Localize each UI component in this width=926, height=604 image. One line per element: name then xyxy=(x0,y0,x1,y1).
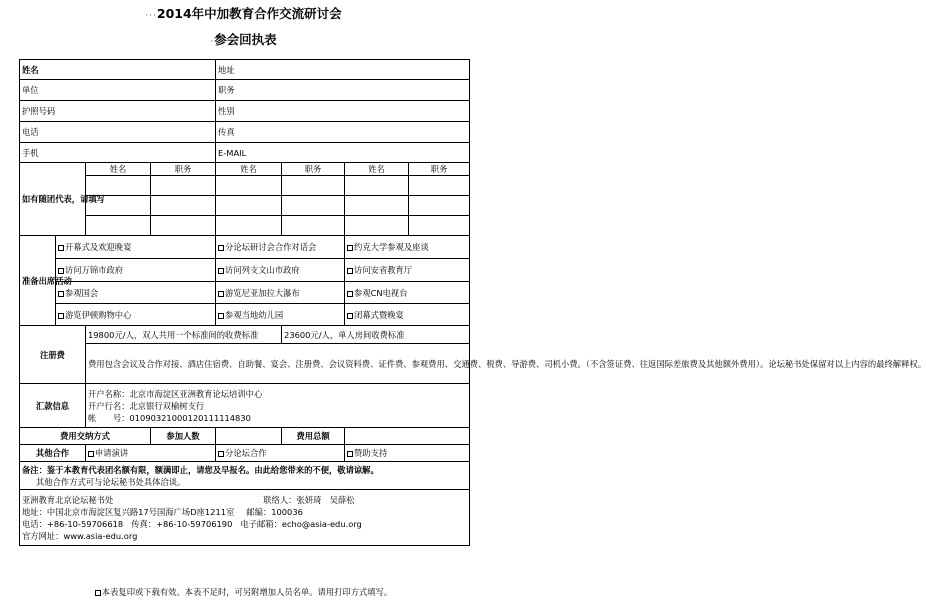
checkbox[interactable] xyxy=(58,245,64,251)
companion-name-header-2: 姓名 xyxy=(216,163,282,176)
companion-cell[interactable] xyxy=(282,176,345,196)
activity-label: 游览伊顿购物中心 xyxy=(65,309,132,320)
companion-position-header-3: 职务 xyxy=(409,163,470,176)
contact-address: 地址：中国北京市海淀区复兴路17号国海广场D座1211室 xyxy=(22,506,235,517)
remarks-row xyxy=(20,462,470,490)
cooperation-option-label: 申请演讲 xyxy=(95,448,129,458)
cooperation-option-label: 分论坛合作 xyxy=(225,448,267,458)
title-dots: ··· xyxy=(145,11,157,21)
contact-line-3 xyxy=(22,518,467,530)
checkbox[interactable] xyxy=(218,268,224,274)
checkbox[interactable] xyxy=(218,313,224,319)
contact-line-2 xyxy=(22,506,467,518)
page-subtitle xyxy=(0,30,487,48)
remit-account-name: 开户名称：北京市海淀区亚洲教育论坛培训中心 xyxy=(88,388,263,399)
companion-cell[interactable] xyxy=(345,176,409,196)
phone-field[interactable]: 电话 xyxy=(20,122,216,143)
cooperation-option[interactable] xyxy=(345,445,470,462)
cooperation-option[interactable] xyxy=(216,445,345,462)
remit-info xyxy=(86,384,470,428)
fee-double-option[interactable]: 19800元/人，双人共用一个标准间的收费标准 xyxy=(86,326,282,344)
fax-field[interactable]: 传真 xyxy=(216,122,470,143)
contact-persons: 联络人：张妍琦 吴薛松 xyxy=(263,494,355,505)
checkbox[interactable] xyxy=(347,245,353,251)
passport-field[interactable]: 护照号码 xyxy=(20,101,216,122)
payment-method-label: 费用交纳方式 xyxy=(20,428,151,445)
footer-checkbox xyxy=(95,590,101,596)
checkbox[interactable] xyxy=(58,291,64,297)
companion-position-header-1: 职务 xyxy=(151,163,216,176)
activity-option[interactable] xyxy=(216,259,345,282)
companion-cell[interactable] xyxy=(151,196,216,216)
secretariat-name: 亚洲教育北京论坛秘书处 xyxy=(22,494,114,505)
page-title-text: 2014年中加教育合作交流研讨会 xyxy=(156,6,342,21)
checkbox[interactable] xyxy=(218,451,224,457)
checkbox[interactable] xyxy=(347,268,353,274)
cooperation-row xyxy=(20,445,470,462)
checkbox[interactable] xyxy=(88,451,94,457)
fee-note: 费用包含会议及合作对接、酒店住宿费、自助餐、宴会、注册费、会议资料费、证件费、参观费用、交通费、税费、导游费、司机小费。（不含签证费、往返国际差旅费及其他额外费用）。论坛秘书处保留对以上内容的最终解释权。 xyxy=(86,344,470,384)
fee-label: 注册费 xyxy=(20,326,86,384)
activity-option[interactable] xyxy=(345,236,470,259)
companion-row xyxy=(20,216,470,236)
activity-option[interactable] xyxy=(56,304,216,326)
gender-field[interactable]: 性别 xyxy=(216,101,470,122)
activity-option[interactable] xyxy=(56,259,216,282)
companion-cell[interactable] xyxy=(345,216,409,236)
activity-option[interactable] xyxy=(216,282,345,304)
activity-label: 访问安省教育厅 xyxy=(354,265,413,275)
activity-option[interactable] xyxy=(216,236,345,259)
total-fee-input[interactable] xyxy=(345,428,470,445)
checkbox[interactable] xyxy=(58,268,64,274)
companion-cell[interactable] xyxy=(216,216,282,236)
activity-option[interactable] xyxy=(56,236,216,259)
checkbox[interactable] xyxy=(58,313,64,319)
subtitle-dot: · xyxy=(210,37,215,47)
companion-cell[interactable] xyxy=(86,176,151,196)
activity-option[interactable] xyxy=(345,304,470,326)
contact-email[interactable]: 电子邮箱：echo@asia-edu.org xyxy=(240,518,362,529)
activity-row xyxy=(20,282,470,304)
companion-cell[interactable] xyxy=(345,196,409,216)
companion-cell[interactable] xyxy=(282,196,345,216)
activity-label: 参观CN电视台 xyxy=(354,287,408,298)
activity-row xyxy=(20,236,470,259)
fee-single-option[interactable]: 23600元/人，单人房间收费标准 xyxy=(282,326,470,344)
fee-row xyxy=(20,326,470,344)
companion-cell[interactable] xyxy=(151,216,216,236)
activity-row xyxy=(20,259,470,282)
checkbox[interactable] xyxy=(347,291,353,297)
contact-line-4 xyxy=(22,530,467,542)
fee-note-row xyxy=(20,344,470,384)
mobile-field[interactable]: 手机 xyxy=(20,143,216,163)
remit-account-no: 帐 号：01090321000120111114830 xyxy=(88,412,251,423)
companion-cell[interactable] xyxy=(216,176,282,196)
remarks xyxy=(20,462,470,490)
participant-count-label: 参加人数 xyxy=(151,428,216,445)
activity-label: 访问列支文山市政府 xyxy=(225,265,300,275)
address-field[interactable]: 地址 xyxy=(216,60,470,80)
activity-label: 参观当地幼儿园 xyxy=(225,309,284,320)
contact-line-1 xyxy=(22,494,467,506)
footer-text: 本表复印或下载有效。本表不足时，可另附增加人员名单。请用打印方式填写。 xyxy=(101,587,393,597)
companion-cell[interactable] xyxy=(409,196,470,216)
activity-label: 参观国会 xyxy=(65,287,99,298)
activity-label: 闭幕式暨晚宴 xyxy=(354,309,404,320)
page-title xyxy=(0,4,487,22)
name-field[interactable]: 姓名 xyxy=(20,60,216,80)
activity-label: 分论坛研讨会合作对话会 xyxy=(225,242,317,252)
checkbox[interactable] xyxy=(347,451,353,457)
contact-block xyxy=(20,490,470,546)
checkbox[interactable] xyxy=(347,313,353,319)
activity-label: 约克大学参观及座谈 xyxy=(354,242,429,252)
companion-name-header-1: 姓名 xyxy=(86,163,151,176)
activity-label: 游览尼亚加拉大瀑布 xyxy=(225,287,300,298)
cooperation-option[interactable] xyxy=(86,445,216,462)
companion-cell[interactable] xyxy=(216,196,282,216)
activity-option[interactable] xyxy=(216,304,345,326)
contact-fax: 传真：+86-10-59706190 xyxy=(131,518,233,529)
contact-website[interactable]: 官方网址：www.asia-edu.org xyxy=(22,530,138,541)
email-field[interactable]: E-MAIL xyxy=(216,143,470,163)
activity-option[interactable] xyxy=(56,282,216,304)
activity-row xyxy=(20,304,470,326)
companion-cell[interactable] xyxy=(151,176,216,196)
companion-cell[interactable] xyxy=(409,176,470,196)
row-passport xyxy=(20,101,470,122)
remarks-line-1: 备注：鉴于本教育代表团名额有限，额满即止，请您及早报名。由此给您带来的不便，敬请谅解。 xyxy=(22,464,379,475)
activity-label: 访问万锦市政府 xyxy=(65,265,124,275)
remit-label: 汇款信息 xyxy=(20,384,86,428)
contact-row xyxy=(20,490,470,546)
checkbox[interactable] xyxy=(218,291,224,297)
position-field[interactable]: 职务 xyxy=(216,80,470,101)
companion-cell[interactable] xyxy=(86,216,151,236)
total-fee-label: 费用总额 xyxy=(282,428,345,445)
row-mobile xyxy=(20,143,470,163)
companion-cell[interactable] xyxy=(282,216,345,236)
activity-label: 开幕式及欢迎晚宴 xyxy=(65,242,132,252)
contact-postcode: 邮编：100036 xyxy=(246,506,303,517)
row-name xyxy=(20,60,470,80)
payment-row xyxy=(20,428,470,445)
companion-cell[interactable] xyxy=(409,216,470,236)
registration-form xyxy=(19,59,926,546)
checkbox[interactable] xyxy=(218,245,224,251)
contact-phone: 电话：+86-10-59706618 xyxy=(22,518,124,529)
companion-position-header-2: 职务 xyxy=(282,163,345,176)
cooperation-label: 其他合作 xyxy=(20,445,86,462)
activities-label: 准备出席活动 xyxy=(20,236,56,326)
footer-note xyxy=(0,586,487,598)
row-company xyxy=(20,80,470,101)
row-phone xyxy=(20,122,470,143)
company-field[interactable]: 单位 xyxy=(20,80,216,101)
remit-row xyxy=(20,384,470,428)
cooperation-option-label: 赞助支持 xyxy=(354,448,388,458)
activity-option[interactable] xyxy=(345,259,470,282)
companion-label: 如有随团代表，请填写 xyxy=(20,163,86,236)
remarks-line-2: 其他合作方式可与论坛秘书处具体洽谈。 xyxy=(36,476,186,487)
participant-count-input[interactable] xyxy=(216,428,282,445)
page-subtitle-text: 参会回执表 xyxy=(214,32,277,47)
companion-name-header-3: 姓名 xyxy=(345,163,409,176)
activity-option[interactable] xyxy=(345,282,470,304)
remit-bank: 开户行名：北京银行双榆树支行 xyxy=(88,400,205,411)
companion-header-row xyxy=(20,163,470,176)
